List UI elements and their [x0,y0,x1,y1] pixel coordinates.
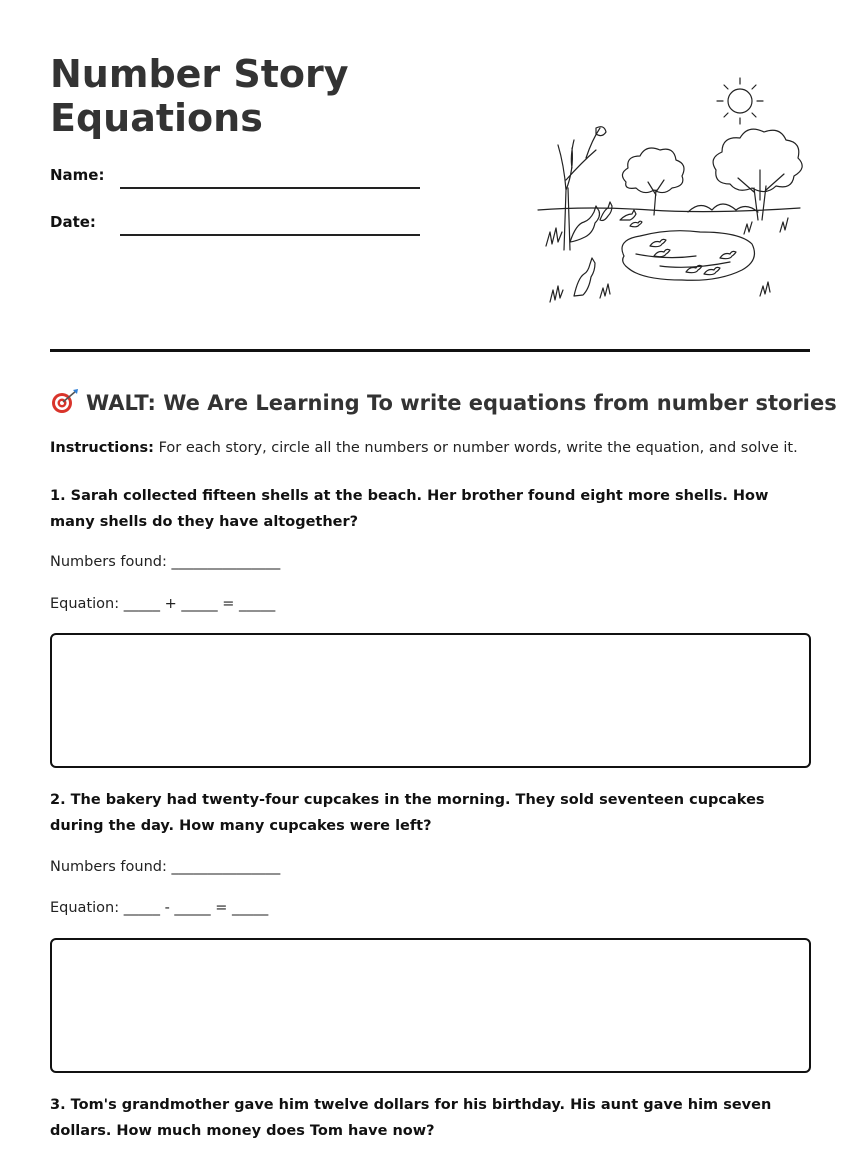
section-divider [50,349,810,352]
outback-scene-illustration [530,70,815,315]
instructions [50,440,820,456]
name-label: Name: [50,166,105,184]
sun-icon [717,78,763,124]
name-field[interactable] [120,187,420,189]
title-line-2: Equations [50,96,263,140]
date-field[interactable] [120,234,420,236]
page-title [50,52,430,140]
question-1-text: 1. Sarah collected fifteen shells at the beach. Her brother found eight more shells. How many shells do they have altogether? [50,488,769,530]
walt-text: WALT: We Are Learning To write equations from number stories [86,391,837,415]
question-2-equation: Equation: _____ - _____ = _____ [50,900,269,916]
question-2-numbers-found: Numbers found: _______________ [50,859,281,875]
question-2-answer-box[interactable] [50,938,811,1073]
question-1-equation: Equation: _____ + _____ = _____ [50,596,276,612]
title-line-1: Number Story [50,52,349,96]
instructions-label: Instructions: [50,440,154,456]
question-3-text: 3. Tom's grandmother gave him twelve dollars for his birthday. His aunt gave him seven dollars. How much money does Tom have now? [50,1097,772,1139]
question-2-text: 2. The bakery had twenty-four cupcakes in the morning. They sold seventeen cupcakes during the day. How many cupcakes were left? [50,792,765,834]
question-1-answer-box[interactable] [50,633,811,768]
question-1-numbers-found: Numbers found: _______________ [50,554,281,570]
target-icon [50,388,80,414]
walt-heading [50,388,837,415]
instructions-text: For each story, circle all the numbers or number words, write the equation, and solve it. [153,440,798,456]
date-label: Date: [50,213,96,231]
